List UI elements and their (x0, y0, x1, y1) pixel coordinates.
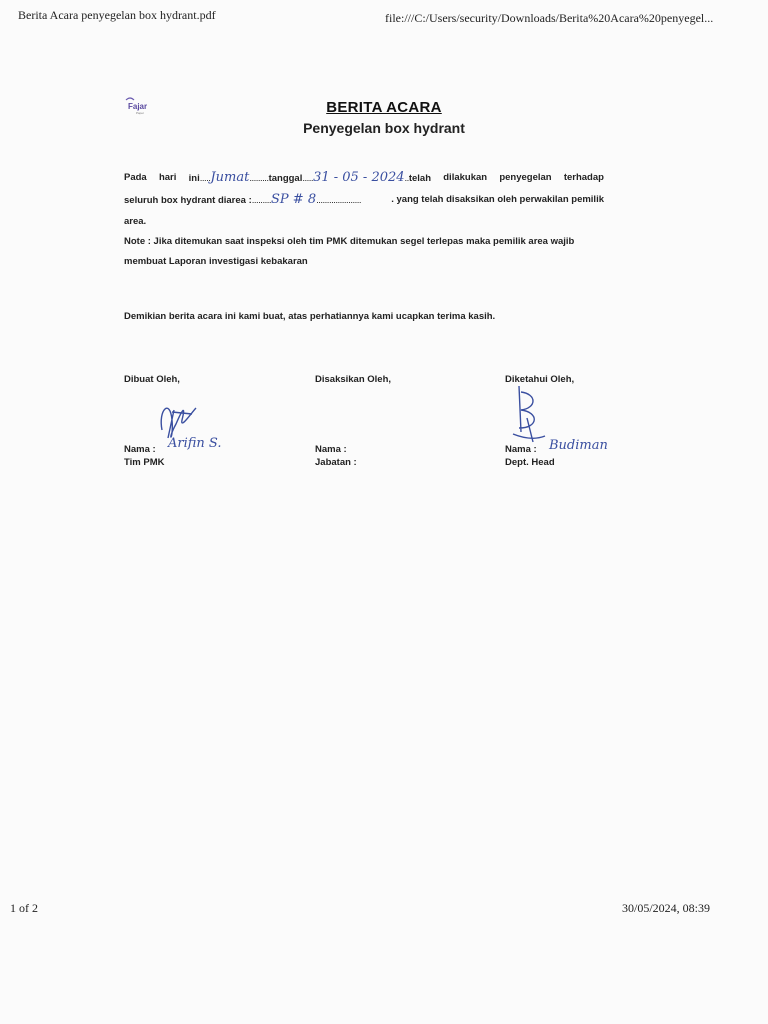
handwritten-area: SP # 8 (271, 192, 317, 207)
sig-role: Tim PMK (124, 457, 165, 468)
handwritten-name-made-by: Arifin S. (168, 436, 222, 451)
handwritten-day: Jumat (210, 170, 250, 185)
document-title-block (0, 99, 768, 136)
document-title: BERITA ACARA (326, 99, 442, 116)
note-paragraph (124, 232, 604, 272)
sig-heading: Disaksikan Oleh, (315, 374, 392, 385)
note-line-2: membuat Laporan investigasi kebakaran (124, 256, 308, 267)
sig-heading: Dibuat Oleh, (124, 374, 180, 385)
pdf-filename: Berita Acara penyegelan box hydrant.pdf (18, 8, 216, 22)
note-line-1: Note : Jika ditemukan saat inspeksi oleh tim PMK ditemukan segel terlepas maka pemilik area wajib (124, 236, 575, 247)
svg-text:Fajar: Fajar (128, 102, 148, 111)
sig-heading: Diketahui Oleh, (505, 374, 575, 385)
sig-name-label: Nama : (315, 444, 347, 455)
sig-name-label: Nama : (505, 444, 537, 455)
document-subtitle: Penyegelan box hydrant (303, 120, 465, 136)
file-url: file:///C:/Users/security/Downloads/Berita%20Acara%20penyegel... (385, 11, 714, 25)
handwritten-name-acknowledged-by: Budiman (549, 438, 608, 453)
sig-name-label: Nama : (124, 444, 156, 455)
sig-role: Jabatan : (315, 457, 357, 468)
signature-acknowledged-by (507, 382, 551, 446)
statement-line-1: Pada hari ini.....Jumat.........tanggal.....31 - 05 - 2024..telah dilakukan penyegelan terhadap (124, 170, 604, 185)
paragraph-statement (124, 167, 604, 232)
sig-role: Dept. Head (505, 457, 555, 468)
handwritten-date: 31 - 05 - 2024 (313, 170, 405, 185)
page-indicator: 1 of 2 (10, 901, 38, 915)
statement-line-2: seluruh box hydrant diarea :.........SP # 8..................... . yang telah disaksikan oleh perwakilan pemilik (124, 192, 604, 207)
statement-line-3: area. (124, 216, 147, 227)
svg-text:Paper: Paper (136, 111, 145, 115)
closing-paragraph: Demikian berita acara ini kami buat, atas perhatiannya kami ucapkan terima kasih. (124, 311, 496, 322)
print-datetime: 30/05/2024, 08:39 (622, 901, 711, 915)
